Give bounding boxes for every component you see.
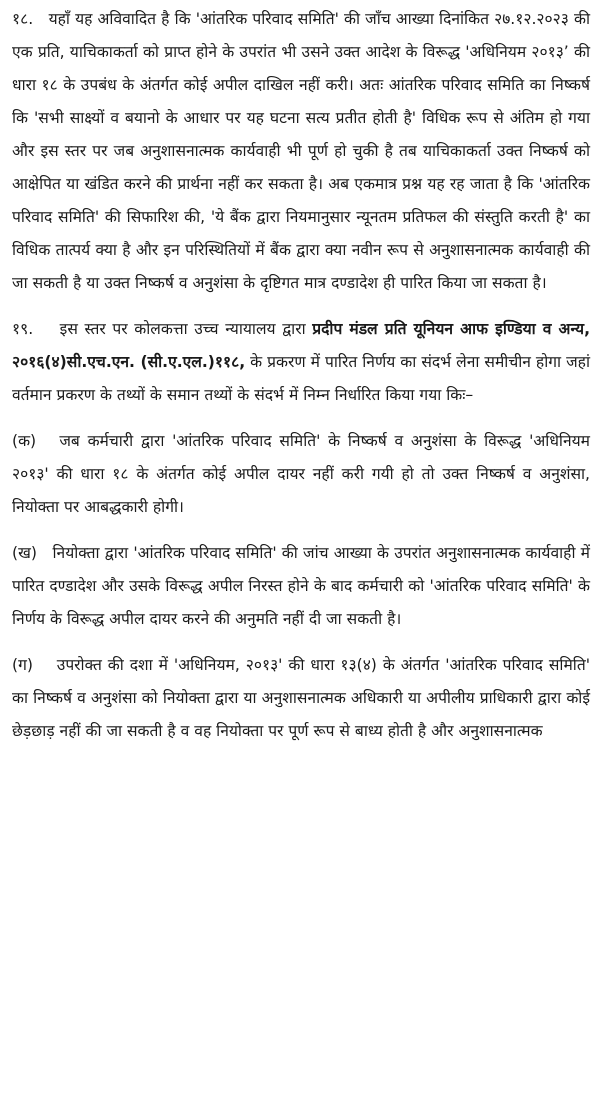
sub-paragraph-ka — [12, 425, 590, 524]
sub-paragraph-marker: (ग) — [12, 656, 33, 674]
sub-paragraph-kha — [12, 537, 590, 636]
sub-paragraph-marker: (क) — [12, 432, 37, 450]
sub-paragraph-text: उपरोक्त की दशा में 'अधिनियम, २०१३' की धारा १३(४) के अंतर्गत 'आंतरिक परिवाद समिति' का निष्कर्ष व अनुशंसा को नियोक्ता द्वारा या अनुशासनात्मक अधिकारी या अपीलीय प्राधिकारी द्वारा कोई छेड़छाड़ नहीं की जा सकती है व वह नियोक्ता पर पूर्ण रूप से बाध्य होती है और अनुशासनात्मक — [12, 656, 590, 740]
paragraph-number: १८. — [12, 10, 34, 28]
paragraph-text-continued: के प्रकरण में पारित निर्णय का संदर्भ लेना समीचीन होगा जहां वर्तमान प्रकरण के तथ्यों के समान तथ्यों के संदर्भ में निम्न निर्धारित किया गया किः– — [12, 353, 590, 404]
paragraph-text: इस स्तर पर कोलकत्ता उच्च न्यायालय द्वारा — [59, 320, 306, 338]
sub-paragraph-marker: (ख) — [12, 544, 37, 562]
paragraph-19 — [12, 313, 590, 412]
document-page — [12, 3, 590, 761]
sub-paragraph-text: नियोक्ता द्वारा 'आंतरिक परिवाद समिति' की जांच आख्या के उपरांत अनुशासनात्मक कार्यवाही में पारित दण्डादेश और उसके विरूद्ध अपील निरस्त होने के बाद कर्मचारी को 'आंतरिक परिवाद समिति' के निर्णय के विरूद्ध अपील दायर करने की अनुमति नहीं दी जा सकती है। — [12, 544, 590, 628]
sub-paragraph-text: जब कर्मचारी द्वारा 'आंतरिक परिवाद समिति' के निष्कर्ष व अनुशंसा के विरूद्ध 'अधिनियम २०१३' की धारा १८ के अंतर्गत कोई अपील दायर नहीं करी गयी हो तो उक्त निष्कर्ष व अनुशंसा, नियोक्ता पर आबद्धकारी होगी। — [12, 432, 590, 516]
paragraph-18 — [12, 3, 590, 300]
sub-paragraph-ga — [12, 649, 590, 748]
case-citation: प्रदीप मंडल प्रति यूनियन आफ इण्डिया व अन्य, २०१६(४)सी.एच.एन. (सी.ए.एल.)११८, — [12, 320, 591, 371]
paragraph-number: १९. — [12, 320, 34, 338]
paragraph-text: यहाँ यह अविवादित है कि 'आंतरिक परिवाद समिति' की जाँच आख्या दिनांकित २७.१२.२०२३ की एक प्रति, याचिकाकर्ता को प्राप्त होने के उपरांत भी उसने उक्त आदेश के विरूद्ध 'अधिनियम २०१३’ की धारा १८ के उपबंध के अंतर्गत कोई अपील दाखिल नहीं करी। अतः आंतरिक परिवाद समिति का निष्कर्ष कि 'सभी साक्ष्यों व बयानो के आधार पर यह घटना सत्य प्रतीत होती है' विधिक रूप से अंतिम हो गया और इस स्तर पर जब अनुशासनात्मक कार्यवाही भी पूर्ण हो चुकी है तब याचिकाकर्ता उक्त निष्कर्ष को आक्षेपित या खंडित करने की प्रार्थना नहीं कर सकता है। अब एकमात्र प्रश्न यह रह जाता है कि 'आंतरिक परिवाद समिति' की सिफारिश की, 'ये बैंक द्वारा नियमानुसार न्यूनतम प्रतिफल की संस्तुति करती है' का विधिक तात्पर्य क्या है और इन परिस्थितियों में बैंक द्वारा क्या नवीन रूप से अनुशासनात्मक कार्यवाही की जा सकती है या उक्त निष्कर्ष व अनुशंसा के दृष्टिगत मात्र दण्डादेश ही पारित किया जा सकता है। — [12, 10, 591, 292]
